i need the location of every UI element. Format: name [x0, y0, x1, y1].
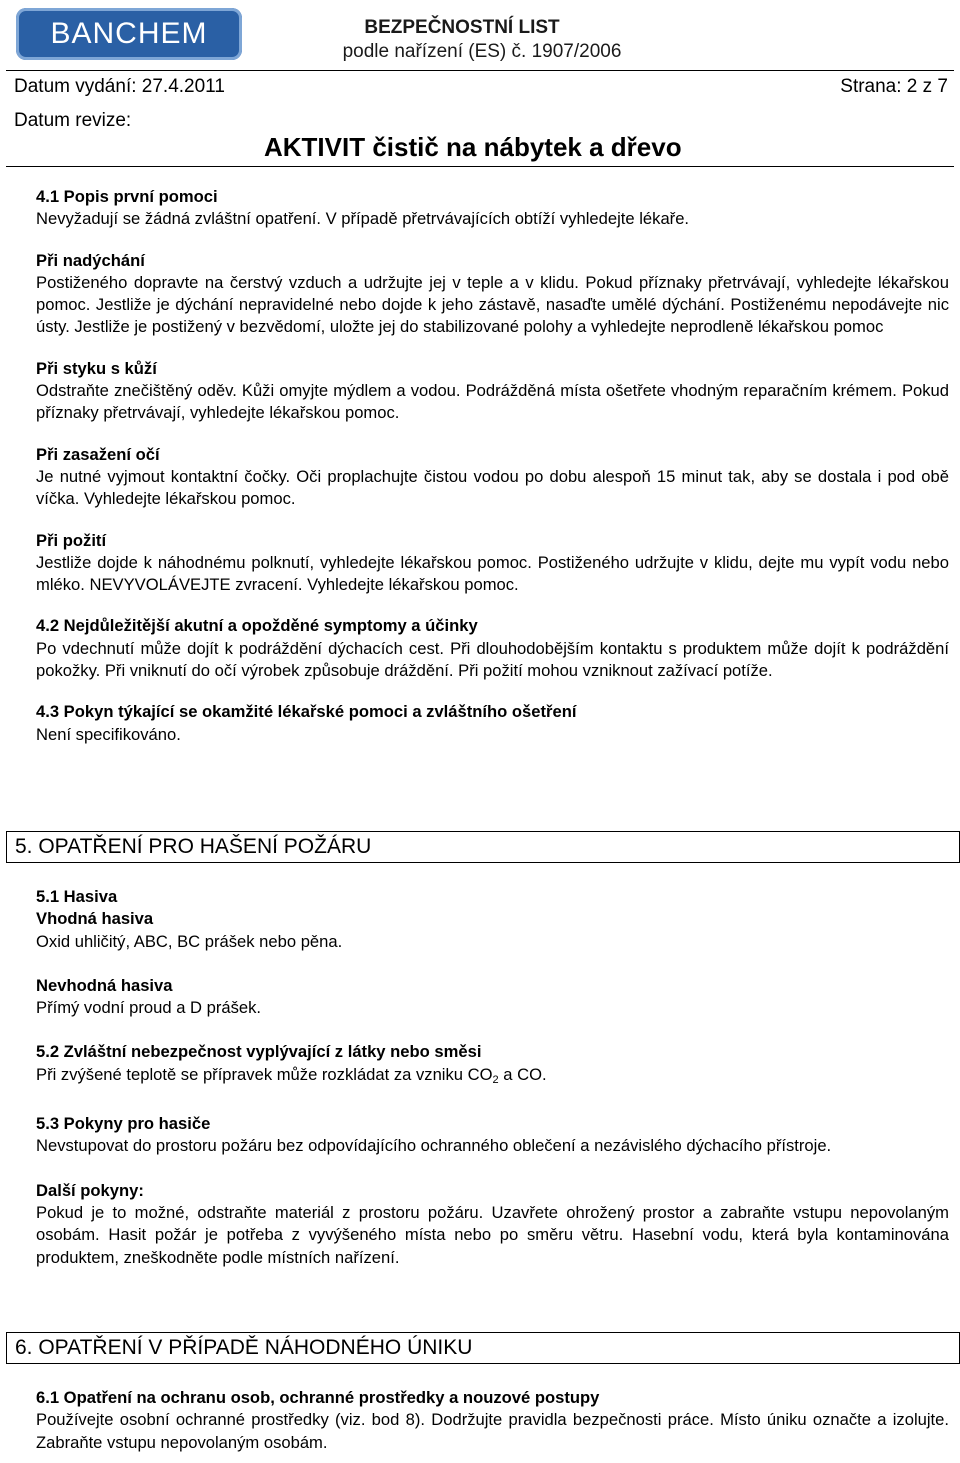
heading-suitable-media: Vhodná hasiva	[36, 909, 154, 929]
heading-5-2: 5.2 Zvláštní nebezpečnost vyplývající z látky nebo směsi	[36, 1042, 482, 1062]
page-number: Strana: 2 z 7	[840, 76, 948, 97]
heading-4-1: 4.1 Popis první pomoci	[36, 187, 218, 206]
heading-5-3: 5.3 Pokyny pro hasiče	[36, 1114, 211, 1134]
text-eyes: Je nutné vyjmout kontaktní čočky. Oči proplachujte čistou vodou po dobu alespoň 15 minut tak, aby se dostala i pod obě víčka. Vyhledejte lékařskou pomoc.	[36, 466, 949, 509]
text-5-3: Nevstupovat do prostoru požáru bez odpovídajícího ochranného oblečení a nezávislého dýchacího přístroje.	[36, 1136, 832, 1156]
regulation-subtitle: podle nařízení (ES) č. 1907/2006	[342, 41, 622, 62]
heading-skin: Při styku s kůží	[36, 358, 157, 378]
heading-6-1: 6.1 Opatření na ochranu osob, ochranné prostředky a nouzové postupy	[36, 1388, 600, 1407]
text-5-2: Při zvýšené teplotě se přípravek může rozkládat za vzniku $CO_2$ a CO.	[36, 1064, 547, 1086]
heading-eyes: Při zasažení očí	[36, 444, 160, 464]
text-skin: Odstraňte znečištěný oděv. Kůži omyjte mýdlem a vodou. Podrážděná místa ošetřete vhodným reparačním krémem. Pokud příznaky přetrvávají, vyhledejte lékařskou pomoc.	[36, 381, 949, 423]
text-4-3: Není specifikováno.	[36, 724, 181, 744]
text-4-1: Nevyžadují se žádná zvláštní opatření. V případě přetrvávajících obtíží vyhledejte lékaře.	[36, 209, 690, 229]
heading-inhalation: Při nadýchání	[36, 250, 145, 270]
heading-5-1: 5.1 Hasiva	[36, 887, 118, 906]
banchem-logo: BANCHEM	[16, 8, 242, 60]
section-5-content	[36, 886, 949, 1269]
document-title: BEZPEČNOSTNÍ LIST	[364, 17, 560, 38]
heading-4-3: 4.3 Pokyn týkající se okamžité lékařské pomoci a zvláštního ošetření	[36, 702, 577, 722]
heading-unsuitable-media: Nevhodná hasiva	[36, 975, 173, 995]
header-divider	[6, 70, 954, 71]
text-unsuitable-media: Přímý vodní proud a D prášek.	[36, 998, 262, 1018]
section-6-content	[36, 1387, 949, 1454]
product-name: AKTIVIT čistič na nábytek a dřevo	[264, 132, 682, 162]
section-6-title: 6. OPATŘENÍ V PŘÍPADĚ NÁHODNÉHO ÚNIKU	[15, 1336, 473, 1359]
text-other-instructions: Pokud je to možné, odstraňte materiál z prostoru požáru. Uzavřete ohrožený prostor a zabraňte vstupu nepovolaným osobám. Hasit požár je potřeba z vyvýšeného místa nebo po směru větru. Hasební vodu, která byla kontaminována produktem, zneškodněte podle místních nařízení.	[36, 1202, 949, 1267]
section-4-content	[36, 186, 949, 746]
section-5-title: 5. OPATŘENÍ PRO HAŠENÍ POŽÁRU	[15, 835, 372, 858]
revision-date: Datum revize:	[14, 110, 132, 131]
text-4-2: Po vdechnutí může dojít k podráždění dýchacích cest. Při dlouhodobějším kontaktu s produktem může dojít k podráždění pokožky. Při vniknutí do očí výrobek způsobuje dráždění. Při požití mohou vzniknout zažívací potíže.	[36, 638, 949, 681]
text-suitable-media: Oxid uhličitý, ABC, BC prášek nebo pěna.	[36, 931, 343, 951]
text-ingestion: Jestliže dojde k náhodnému polknutí, vyhledejte lékařskou pomoc. Postiženého udržujte v klidu, dejte mu vypít vodu nebo mléko. NEVYVOLÁVEJTE zvracení. Vyhledejte lékařskou pomoc.	[36, 552, 949, 595]
text-6-1: Používejte osobní ochranné prostředky (viz. bod 8). Dodržujte pravidla bezpečnosti práce. Místo úniku označte a izolujte. Zabraňte vstupu nepovolaným osobám.	[36, 1410, 949, 1452]
section-5-header	[6, 831, 960, 863]
issue-date: Datum vydání: 27.4.2011	[14, 76, 225, 97]
heading-other-instructions: Další pokyny:	[36, 1180, 144, 1200]
text-inhalation: Postiženého dopravte na čerstvý vzduch a udržujte jej v teple a v klidu. Pokud příznaky přetrvávají, vyhledejte lékařskou pomoc. Jestliže je dýchání nepravidelné nebo dojde k jeho zástavě, nasaďte umělé dýchání. Postiženému nepodávejte nic ústy. Jestliže je postižený v bezvědomí, uložte jej do stabilizované polohy a vyhledejte neprodleně lékařskou pomoc	[36, 272, 949, 337]
heading-ingestion: Při požití	[36, 530, 107, 550]
section-6-header	[6, 1332, 960, 1364]
header-bottom-divider	[6, 166, 954, 167]
heading-4-2: 4.2 Nejdůležitější akutní a opožděné symptomy a účinky	[36, 616, 478, 636]
